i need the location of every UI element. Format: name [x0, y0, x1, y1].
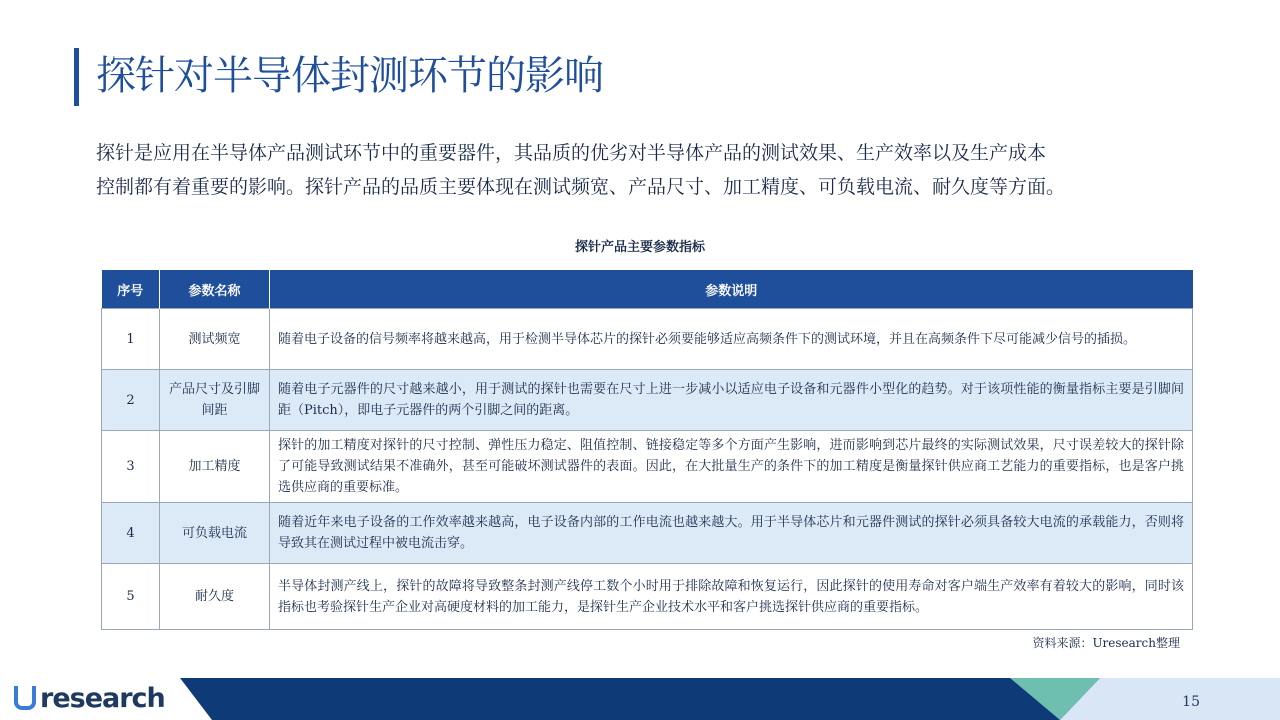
table-row	[102, 370, 1193, 431]
intro-line-1: 探针是应用在半导体产品测试环节中的重要器件，其品质的优劣对半导体产品的测试效果、生产效率以及生产成本	[96, 142, 1047, 164]
footer-graphic	[0, 678, 1280, 720]
row-param-name: 耐久度	[160, 564, 270, 630]
table-row	[102, 503, 1193, 564]
table-row	[102, 564, 1193, 630]
logo-text: research	[40, 682, 165, 714]
row-index: 5	[102, 564, 160, 630]
row-index: 1	[102, 309, 160, 370]
page-number: 15	[1182, 694, 1200, 710]
row-param-name: 可负载电流	[160, 503, 270, 564]
row-index: 3	[102, 431, 160, 503]
row-param-name: 测试频宽	[160, 309, 270, 370]
header-param-name: 参数名称	[160, 270, 270, 309]
row-param-desc: 半导体封测产线上，探针的故障将导致整条封测产线停工数个小时用于排除故障和恢复运行，因此探针的使用寿命对客户端生产效率有着较大的影响，同时该指标也考验探针生产企业对高硬度材料的加工能力，是探针生产企业技术水平和客户挑选探针供应商的重要指标。	[270, 564, 1193, 630]
row-param-name: 加工精度	[160, 431, 270, 503]
footer-band	[0, 678, 1280, 720]
row-param-desc: 探针的加工精度对探针的尺寸控制、弹性压力稳定、阻值控制、链接稳定等多个方面产生影响，进而影响到芯片最终的实际测试效果，尺寸误差较大的探针除了可能导致测试结果不准确外，甚至可能破坏测试器件的表面。因此，在大批量生产的条件下的加工精度是衡量探针供应商工艺能力的重要指标，也是客户挑选供应商的重要标准。	[270, 431, 1193, 503]
row-param-desc: 随着近年来电子设备的工作效率越来越高，电子设备内部的工作电流也越来越大。用于半导体芯片和元器件测试的探针必须具备较大电流的承载能力，否则将导致其在测试过程中被电流击穿。	[270, 503, 1193, 564]
title-accent-bar	[74, 48, 79, 106]
intro-line-2: 控制都有着重要的影响。探针产品的品质主要体现在测试频宽、产品尺寸、加工精度、可负载电流、耐久度等方面。	[96, 176, 1066, 198]
source-note: 资料来源：Uresearch整理	[1032, 636, 1180, 650]
row-param-desc: 随着电子设备的信号频率将越来越高，用于检测半导体芯片的探针必须要能够适应高频条件下的测试环境，并且在高频条件下尽可能减少信号的插损。	[270, 309, 1193, 370]
row-param-name: 产品尺寸及引脚间距	[160, 370, 270, 431]
table-row	[102, 431, 1193, 503]
row-index: 2	[102, 370, 160, 431]
header-index: 序号	[102, 270, 160, 309]
table-header-row	[102, 270, 1193, 309]
brand-logo	[14, 680, 165, 716]
row-param-desc: 随着电子元器件的尺寸越来越小，用于测试的探针也需要在尺寸上进一步减小以适应电子设备和元器件小型化的趋势。对于该项性能的衡量指标主要是引脚间距（Pitch），即电子元器件的两个引脚之间的距离。	[270, 370, 1193, 431]
header-param-desc: 参数说明	[270, 270, 1193, 309]
table-caption: 探针产品主要参数指标	[574, 240, 705, 255]
table-row	[102, 309, 1193, 370]
logo-u-icon	[14, 686, 36, 710]
parameter-table	[101, 270, 1193, 630]
row-index: 4	[102, 503, 160, 564]
intro-paragraph	[96, 136, 1206, 204]
page-title: 探针对半导体封测环节的影响	[96, 53, 603, 99]
